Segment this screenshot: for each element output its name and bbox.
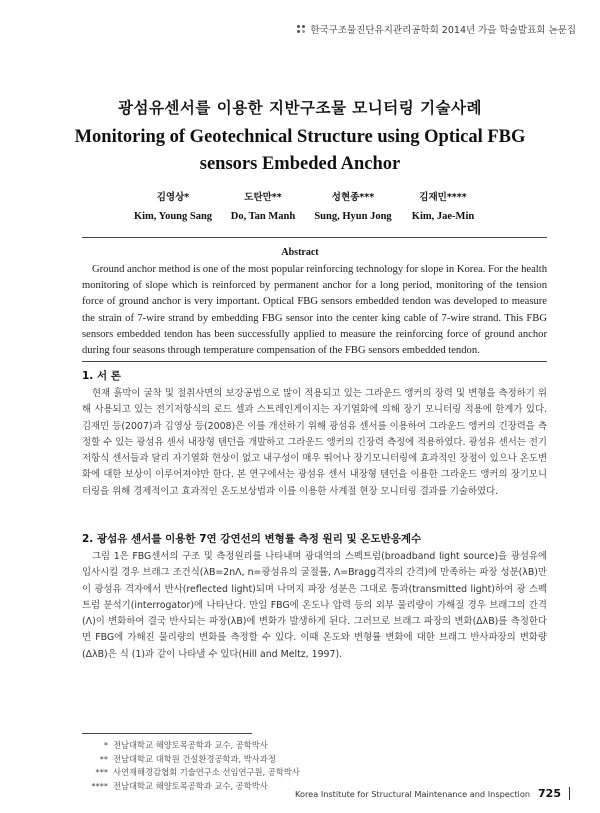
dots-logo-icon	[297, 25, 306, 34]
section-heading-principle: 2. 광섬유 센서를 이용한 7연 강연선의 변형률 측정 원리 및 온도반응계수	[82, 533, 422, 545]
author-ko: 도탄만**	[244, 192, 282, 203]
author-names-korean	[128, 189, 488, 203]
abstract-text: Ground anchor method is one of the most popular reinforcing technology for slope in Korea. For the health monitoring of slope which is reinforced by permanent anchor for a long period, monitoring of the tension force of ground anchor is very important. Optical FBG sensors embedded tendon was developed to measure the strain of 7-wire strand by embedding FBG sensor into the center king cable of 7-wire strand. This FBG sensors embedded tendon has been successfully applied to measure the reinforcing force of ground anchor during four seasons through temperature compensation of the FBG sensors embedded tendon.	[82, 264, 547, 357]
section-heading-introduction: 1. 서 론	[82, 370, 121, 382]
abstract-top-rule	[82, 237, 547, 238]
author-block	[128, 189, 488, 222]
footer-institute: Korea Institute for Structural Maintenance and Inspection	[295, 788, 531, 799]
journal-header	[297, 22, 576, 36]
author-ko: 성현종***	[331, 192, 375, 203]
page-number: 725	[538, 787, 570, 800]
footnotes	[82, 739, 300, 793]
section-text-introduction: 현재 흙막이 굴착 및 절취사면의 보강공법으로 많이 적용되고 있는 그라운드 앵커의 장력 및 변형을 측정하기 위해 사용되고 있는 전기저항식의 로드 셀과 스트레인게이지는 자기열화에 의해 장기 모니터링 적용에 한계가 있다. 김재민 등(2007)과 김영상 등(2008)은 이를 개선하기 위해 광섬유 센서를 이용하여 그라운드 앵커의 긴장력을 측정할 수 있는 광섬유 센서 내장형 텐던을 개발하고 그라운드 앵커의 긴장력 측정에 적용하였다. 광섬유 센서는 전기저항식 센서들과 달리 자기열화 현상이 없고 내구성이 매우 뛰어나 장기모니터링에 효과적인 장점이 있으나 온도변화에 대한 보상이 이루어져야만 한다. 본 연구에서는 광섬유 센서 내장형 텐던을 이용한 그라운드 앵커의 장기모니터링을 위해 경제적이고 효과적인 온도보상법과 이를 이용한 사계절 현장 모니터링 결과를 기술하였다.	[82, 388, 547, 497]
author-ko: 김재민****	[419, 192, 467, 203]
abstract-heading: Abstract	[281, 247, 319, 258]
page-footer	[295, 787, 570, 800]
footnote-rule	[82, 733, 252, 734]
title-english: Monitoring of Geotechnical Structure using Optical FBG sensors Embeded Anchor	[74, 127, 526, 174]
author-names-english	[128, 211, 488, 222]
footnote: *** 사연재해경감협회 기술연구소 선임연구원, 공학박사	[95, 767, 300, 777]
abstract-bottom-rule	[82, 361, 547, 362]
author-ko: 김영상*	[156, 192, 190, 203]
author-en: Kim, Young Sang	[133, 211, 213, 222]
author-en: Do, Tan Manh	[230, 211, 296, 222]
footnote: ** 전남대학교 대학원 건설환경공학과, 박사과정	[99, 753, 276, 764]
footnote: **** 전남대학교 해양토목공학과 교수, 공학박사	[91, 780, 268, 791]
journal-line: 한국구조물진단유지관리공학회 2014년 가을 학술발표회 논문집	[310, 25, 576, 36]
title-korean: 광섬유센서를 이용한 지반구조물 모니터링 기술사례	[118, 98, 482, 117]
author-en: Kim, Jae-Min	[411, 211, 475, 222]
author-en: Sung, Hyun Jong	[314, 211, 392, 222]
footnote: * 전남대학교 해양토목공학과 교수, 공학박사	[103, 740, 268, 750]
section-text-principle: 그림 1은 FBG센서의 구조 및 측정원리를 나타내며 광대역의 스펙트럼(broadband light source)을 광섬유에 입사시킬 경우 브래그 조건식(λB=2nΛ, n=광섬유의 굴절률, Λ=Bragg격자의 간격)에 만족하는 파장 성분(λB)만이 광섬유 격자에서 반사(reflected light)되며 나머지 파장 성분은 그대로 통과(transmitted light)하여 광 스펙트럼 분석기(interrogator)에 나타난다. 만일 FBG에 온도나 압력 등의 외부 물리량이 가해질 경우 브래그의 간격(Λ)이 변화하여 결국 반사되는 파장(λB)에 변화가 발생하게 된다. 그러므로 브래그 파장의 변화(ΔλB)를 측정한다면 FBG에 가해진 물리량의 변화를 측정할 수 있다. 이때 온도와 변형률 변화에 대한 브래그 반사파장의 변화량(ΔλB)은 식 (1)과 같이 나타낼 수 있다(Hill and Meltz, 1997).	[82, 551, 547, 660]
